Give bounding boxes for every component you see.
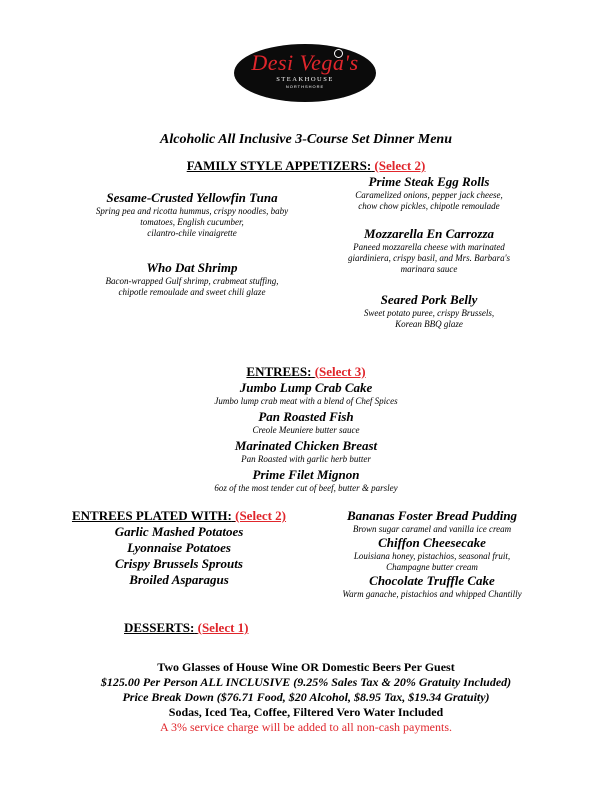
entree-name: Jumbo Lump Crab Cake	[239, 380, 373, 395]
appetizer-name: Prime Steak Egg Rolls	[368, 174, 490, 189]
entree-desc: 6oz of the most tender cut of beef, butter & parsley	[214, 483, 398, 493]
side-item: Garlic Mashed Potatoes	[114, 524, 244, 539]
side-item: Lyonnaise Potatoes	[127, 540, 231, 555]
appetizers-heading-label: FAMILY STYLE APPETIZERS:	[186, 158, 372, 173]
sides-heading	[66, 508, 292, 524]
pricing-footer	[0, 660, 612, 735]
entree-name: Pan Roasted Fish	[258, 409, 354, 424]
sides-select-count: (Select 2)	[235, 508, 287, 523]
price-line: $125.00 Per Person ALL INCLUSIVE (9.25% Sales Tax & 20% Gratuity Included)	[100, 675, 512, 689]
appetizer-desc: Paneed mozzarella cheese with marinated	[353, 242, 505, 252]
entree-desc: Pan Roasted with garlic herb butter	[241, 454, 371, 464]
restaurant-logo	[234, 44, 376, 102]
entree-name: Prime Filet Mignon	[252, 467, 360, 482]
entrees-heading	[0, 364, 612, 380]
dessert-desc: Louisiana honey, pistachios, seasonal fruit,	[353, 551, 511, 561]
dessert-desc: Champagne butter cream	[386, 562, 478, 572]
appetizer-desc: Korean BBQ glaze	[395, 319, 463, 329]
entree-desc: Creole Meuniere butter sauce	[252, 425, 360, 435]
entrees-select-count: (Select 3)	[314, 364, 366, 379]
appetizer-name: Seared Pork Belly	[380, 292, 478, 307]
menu-title: Alcoholic All Inclusive 3-Course Set Dinner Menu	[160, 132, 452, 147]
entrees-list	[0, 380, 612, 494]
appetizer-item	[66, 260, 318, 298]
side-item: Broiled Asparagus	[129, 572, 229, 587]
entrees-heading-label: ENTREES:	[246, 364, 312, 379]
dessert-name: Chiffon Cheesecake	[378, 535, 486, 550]
appetizer-desc: Spring pea and ricotta hummus, crispy noodles, baby	[95, 206, 289, 216]
price-breakdown: Price Break Down ($76.71 Food, $20 Alcohol, $8.95 Tax, $19.34 Gratuity)	[122, 690, 490, 704]
entree-desc: Jumbo lump crab meat with a blend of Chef Spices	[214, 396, 398, 406]
appetizer-item	[322, 174, 536, 212]
dessert-name: Bananas Foster Bread Pudding	[346, 508, 518, 523]
appetizer-item	[322, 226, 536, 275]
appetizer-desc: tomatoes, English cucumber,	[140, 217, 244, 227]
appetizer-item	[66, 190, 318, 239]
entree-name: Marinated Chicken Breast	[234, 438, 378, 453]
logo-northshore-text: NORTHSHORE	[285, 84, 325, 89]
appetizer-name: Who Dat Shrimp	[146, 260, 238, 275]
appetizer-name: Mozzarella En Carrozza	[363, 226, 495, 241]
included-drinks: Sodas, Iced Tea, Coffee, Filtered Vero Water Included	[168, 705, 444, 719]
appetizer-item	[322, 292, 536, 330]
appetizer-desc: Bacon-wrapped Gulf shrimp, crabmeat stuffing,	[105, 276, 279, 286]
dessert-desc: Warm ganache, pistachios and whipped Chantilly	[342, 589, 522, 599]
desserts-heading-label: DESSERTS:	[124, 620, 195, 635]
desserts-list	[316, 508, 548, 600]
appetizers-select-count: (Select 2)	[374, 158, 426, 173]
appetizer-desc: cilantro-chile vinaigrette	[147, 228, 237, 238]
sides-section	[66, 508, 292, 588]
service-charge-note: A 3% service charge will be added to all non-cash payments.	[159, 720, 453, 734]
appetizer-desc: chipotle remoulade and sweet chili glaze	[118, 287, 266, 297]
appetizers-heading	[0, 158, 612, 174]
side-item: Crispy Brussels Sprouts	[115, 556, 243, 571]
appetizer-name: Sesame-Crusted Yellowfin Tuna	[106, 190, 278, 205]
wine-note: Two Glasses of House Wine OR Domestic Beers Per Guest	[157, 660, 455, 674]
dessert-desc: Brown sugar caramel and vanilla ice cream	[352, 524, 512, 534]
dessert-name: Chocolate Truffle Cake	[369, 573, 495, 588]
appetizer-desc: marinara sauce	[400, 264, 458, 274]
desserts-heading	[124, 620, 249, 636]
logo-script-text: Desi Vega's	[251, 50, 359, 75]
appetizer-desc: Caramelized onions, pepper jack cheese,	[355, 190, 503, 200]
appetizer-desc: giardiniera, crispy basil, and Mrs. Barbara's	[347, 253, 511, 263]
appetizer-desc: Sweet potato puree, crispy Brussels,	[363, 308, 495, 318]
desserts-select-count: (Select 1)	[197, 620, 249, 635]
logo-steakhouse-text: STEAKHOUSE	[276, 76, 334, 83]
sides-heading-label: ENTREES PLATED WITH:	[71, 508, 232, 523]
appetizer-desc: chow chow pickles, chipotle remoulade	[358, 201, 500, 211]
